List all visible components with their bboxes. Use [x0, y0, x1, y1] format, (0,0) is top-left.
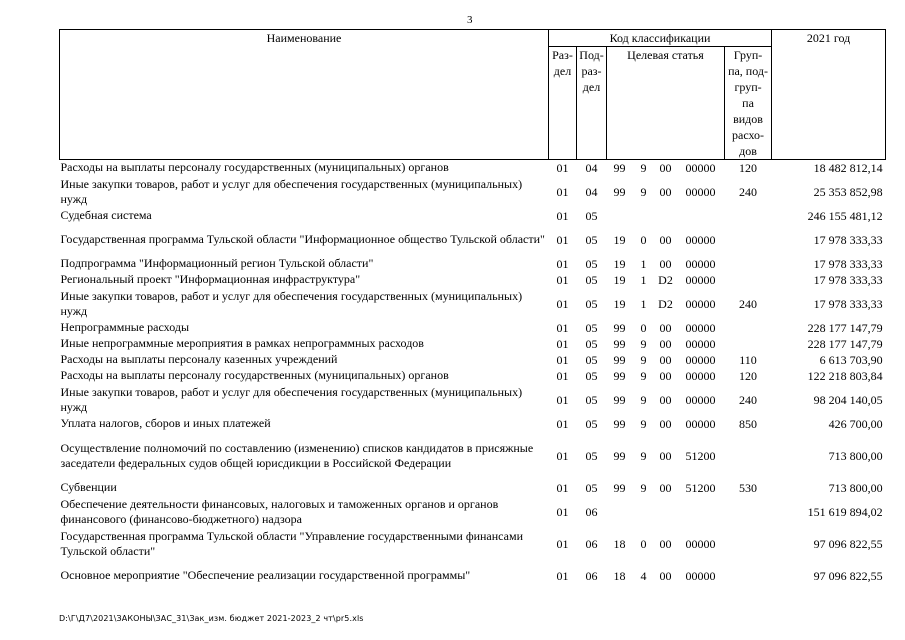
row-podrazdel: 05 [585, 368, 598, 383]
row-expense-group [725, 560, 772, 592]
row-podrazdel: 06 [585, 568, 598, 583]
table-row [60, 560, 886, 592]
table-row [60, 256, 886, 272]
row-name: Государственная программа Тульской области "Информационное общество Тульской области" [60, 232, 545, 246]
row-target-subprogram: 9 [640, 160, 647, 175]
row-amount: 98 204 140,05 [813, 392, 883, 407]
row-target-subprogram [633, 496, 655, 528]
row-razdel: 01 [556, 184, 569, 199]
row-target-event: 00 [659, 568, 672, 583]
row-name: Иные закупки товаров, работ и услуг для обеспечения государственных (муниципальных) нужд [60, 288, 523, 318]
table-row [60, 176, 886, 208]
row-name: Уплата налогов, сборов и иных платежей [60, 416, 271, 430]
row-target-event: 00 [659, 416, 672, 431]
header-name: Наименование [60, 30, 549, 160]
row-razdel: 01 [556, 416, 569, 431]
budget-table [59, 29, 886, 592]
row-podrazdel: 05 [585, 448, 598, 463]
row-amount: 122 218 803,84 [807, 368, 883, 383]
row-podrazdel: 05 [585, 232, 598, 247]
row-target-program: 99 [613, 392, 626, 407]
row-target-subprogram: 1 [640, 296, 647, 311]
row-target-event: 00 [659, 368, 672, 383]
row-name: Иные закупки товаров, работ и услуг для обеспечения государственных (муниципальных) нужд [60, 384, 523, 414]
row-target-subprogram: 9 [640, 392, 647, 407]
row-target-program: 19 [613, 232, 626, 247]
row-podrazdel: 05 [585, 392, 598, 407]
row-expense-group [725, 224, 772, 256]
row-amount: 228 177 147,79 [807, 320, 883, 335]
row-name: Государственная программа Тульской области "Управление государственными финансами Тульской области" [60, 528, 523, 558]
header-target: Целевая статья [607, 47, 725, 160]
table-row [60, 480, 886, 496]
row-target-event: 00 [659, 536, 672, 551]
row-expense-group [725, 336, 772, 352]
row-target-subprogram: 9 [640, 352, 647, 367]
row-razdel: 01 [556, 336, 569, 351]
row-podrazdel: 04 [585, 160, 598, 175]
row-podrazdel: 06 [585, 504, 598, 519]
row-amount: 426 700,00 [828, 416, 883, 431]
row-target-event [655, 208, 677, 224]
row-target-event: 00 [659, 480, 672, 495]
row-expense-group: 240 [739, 184, 758, 199]
header-classification: Код классификации [549, 30, 772, 47]
row-target-event: 00 [659, 256, 672, 271]
row-target-subprogram: 1 [640, 256, 647, 271]
row-target-program: 19 [613, 256, 626, 271]
row-name: Основное мероприятие "Обеспечение реализации государственной программы" [60, 568, 471, 582]
row-podrazdel: 05 [585, 272, 598, 287]
row-target-program: 99 [613, 352, 626, 367]
row-name: Расходы на выплаты персоналу государственных (муниципальных) органов [60, 368, 449, 382]
table-row [60, 352, 886, 368]
row-target-direction: 00000 [685, 256, 716, 271]
row-target-event: 00 [659, 320, 672, 335]
row-name: Судебная система [60, 208, 152, 222]
row-target-subprogram: 1 [640, 272, 647, 287]
row-razdel: 01 [556, 320, 569, 335]
row-name: Обеспечение деятельности финансовых, налоговых и таможенных органов и органов финансового (финансово-бюджетного) надзора [60, 496, 499, 526]
row-expense-group [725, 496, 772, 528]
row-name: Иные закупки товаров, работ и услуг для обеспечения государственных (муниципальных) нужд [60, 176, 523, 206]
row-target-event: D2 [658, 272, 673, 287]
row-expense-group: 240 [739, 392, 758, 407]
row-target-program: 18 [613, 536, 626, 551]
row-target-direction: 00000 [685, 568, 716, 583]
row-amount: 6 613 703,90 [819, 352, 883, 367]
row-target-subprogram: 4 [640, 568, 647, 583]
row-target-direction: 00000 [685, 336, 716, 351]
row-target-subprogram [633, 208, 655, 224]
row-target-program: 99 [613, 184, 626, 199]
row-target-subprogram: 9 [640, 480, 647, 495]
row-podrazdel: 05 [585, 296, 598, 311]
row-amount: 713 800,00 [828, 480, 883, 495]
row-target-event: 00 [659, 352, 672, 367]
table-row [60, 320, 886, 336]
row-amount: 713 800,00 [828, 448, 883, 463]
row-podrazdel: 05 [585, 336, 598, 351]
row-target-program: 19 [613, 272, 626, 287]
row-target-program: 18 [613, 568, 626, 583]
row-target-program: 99 [613, 368, 626, 383]
row-target-program [607, 496, 633, 528]
row-podrazdel: 05 [585, 416, 598, 431]
row-target-direction: 00000 [685, 352, 716, 367]
row-expense-group [725, 272, 772, 288]
row-expense-group [725, 320, 772, 336]
row-amount: 151 619 894,02 [807, 504, 883, 519]
row-target-direction: 00000 [685, 232, 716, 247]
row-target-direction: 00000 [685, 416, 716, 431]
row-target-event: 00 [659, 392, 672, 407]
row-target-direction: 51200 [685, 448, 716, 463]
table-row [60, 416, 886, 432]
row-expense-group [725, 528, 772, 560]
table-header [60, 30, 886, 160]
table-row [60, 224, 886, 256]
row-podrazdel: 05 [585, 208, 598, 223]
row-razdel: 01 [556, 368, 569, 383]
row-podrazdel: 05 [585, 352, 598, 367]
row-expense-group: 120 [739, 160, 758, 175]
row-podrazdel: 04 [585, 184, 598, 199]
row-target-direction: 00000 [685, 536, 716, 551]
row-expense-group: 850 [739, 416, 758, 431]
row-expense-group [725, 208, 772, 224]
row-razdel: 01 [556, 480, 569, 495]
row-target-subprogram: 0 [640, 232, 647, 247]
row-name: Подпрограмма "Информационный регион Тульской области" [60, 256, 374, 270]
row-target-direction [677, 496, 725, 528]
header-razdel: Раз- дел [549, 47, 577, 160]
row-amount: 18 482 812,14 [813, 160, 883, 175]
row-name: Субвенции [60, 480, 117, 494]
row-razdel: 01 [556, 160, 569, 175]
row-amount: 246 155 481,12 [807, 208, 883, 223]
row-target-event [655, 496, 677, 528]
page-number: 3 [467, 14, 473, 26]
row-target-subprogram: 9 [640, 448, 647, 463]
row-target-event: 00 [659, 160, 672, 175]
table-row [60, 432, 886, 480]
row-amount: 17 978 333,33 [813, 232, 883, 247]
row-podrazdel: 05 [585, 320, 598, 335]
row-target-program: 99 [613, 336, 626, 351]
row-podrazdel: 06 [585, 536, 598, 551]
row-target-event: 00 [659, 232, 672, 247]
header-group: Груп- па, под- груп- па видов расхо- дов [725, 47, 772, 160]
row-target-direction: 00000 [685, 184, 716, 199]
row-name: Расходы на выплаты персоналу государственных (муниципальных) органов [60, 160, 449, 175]
table-row [60, 368, 886, 384]
table-row [60, 272, 886, 288]
row-name: Непрограммные расходы [60, 320, 190, 334]
row-target-direction: 00000 [685, 368, 716, 383]
row-name: Расходы на выплаты персоналу казенных учреждений [60, 352, 338, 366]
row-amount: 97 096 822,55 [813, 536, 883, 551]
row-name: Региональный проект "Информационная инфраструктура" [60, 272, 361, 286]
row-expense-group: 120 [739, 368, 758, 383]
row-target-direction: 51200 [685, 480, 716, 495]
row-razdel: 01 [556, 448, 569, 463]
row-amount: 17 978 333,33 [813, 272, 883, 287]
row-target-direction: 00000 [685, 160, 716, 175]
row-razdel: 01 [556, 352, 569, 367]
row-expense-group [725, 432, 772, 480]
row-razdel: 01 [556, 392, 569, 407]
row-target-event: 00 [659, 448, 672, 463]
table-row [60, 160, 886, 176]
row-razdel: 01 [556, 272, 569, 287]
row-razdel: 01 [556, 296, 569, 311]
row-razdel: 01 [556, 208, 569, 223]
row-amount: 17 978 333,33 [813, 256, 883, 271]
row-name: Иные непрограммные мероприятия в рамках непрограммных расходов [60, 336, 424, 350]
row-razdel: 01 [556, 256, 569, 271]
header-podrazdel: Под- раз- дел [577, 47, 607, 160]
row-target-direction: 00000 [685, 296, 716, 311]
header-year: 2021 год [772, 30, 886, 160]
row-razdel: 01 [556, 232, 569, 247]
row-target-program: 99 [613, 480, 626, 495]
row-target-event: 00 [659, 184, 672, 199]
row-name: Осуществление полномочий по составлению (изменению) списков кандидатов в присяжные заседатели федеральных судов общей юрисдикции в Российской Федерации [60, 440, 534, 470]
row-target-event: D2 [658, 296, 673, 311]
row-amount: 97 096 822,55 [813, 568, 883, 583]
row-razdel: 01 [556, 568, 569, 583]
row-expense-group: 240 [739, 296, 758, 311]
row-amount: 228 177 147,79 [807, 336, 883, 351]
row-target-subprogram: 0 [640, 320, 647, 335]
row-target-program: 99 [613, 416, 626, 431]
row-target-direction: 00000 [685, 320, 716, 335]
row-amount: 17 978 333,33 [813, 296, 883, 311]
row-expense-group: 530 [739, 480, 758, 495]
table-row [60, 384, 886, 416]
row-amount: 25 353 852,98 [813, 184, 883, 199]
row-razdel: 01 [556, 536, 569, 551]
row-podrazdel: 05 [585, 480, 598, 495]
row-target-event: 00 [659, 336, 672, 351]
row-target-program [607, 208, 633, 224]
row-expense-group: 110 [739, 352, 757, 367]
row-target-direction: 00000 [685, 392, 716, 407]
footer-file-path: D:\Г\Д7\2021\ЗАКОНЫ\ЗАС_31\Зак_изм. бюджет 2021-2023_2 чт\pr5.xls [59, 614, 364, 623]
row-target-program: 99 [613, 448, 626, 463]
table-row [60, 208, 886, 224]
row-podrazdel: 05 [585, 256, 598, 271]
row-target-program: 99 [613, 160, 626, 175]
row-razdel: 01 [556, 504, 569, 519]
row-target-direction [677, 208, 725, 224]
row-target-program: 99 [613, 320, 626, 335]
row-target-subprogram: 0 [640, 536, 647, 551]
row-expense-group [725, 256, 772, 272]
table-row [60, 496, 886, 528]
row-target-subprogram: 9 [640, 416, 647, 431]
row-target-subprogram: 9 [640, 368, 647, 383]
table-row [60, 528, 886, 560]
table-row [60, 336, 886, 352]
row-target-subprogram: 9 [640, 336, 647, 351]
row-target-subprogram: 9 [640, 184, 647, 199]
table-body [60, 160, 886, 592]
row-target-program: 19 [613, 296, 626, 311]
row-target-direction: 00000 [685, 272, 716, 287]
table-row [60, 288, 886, 320]
